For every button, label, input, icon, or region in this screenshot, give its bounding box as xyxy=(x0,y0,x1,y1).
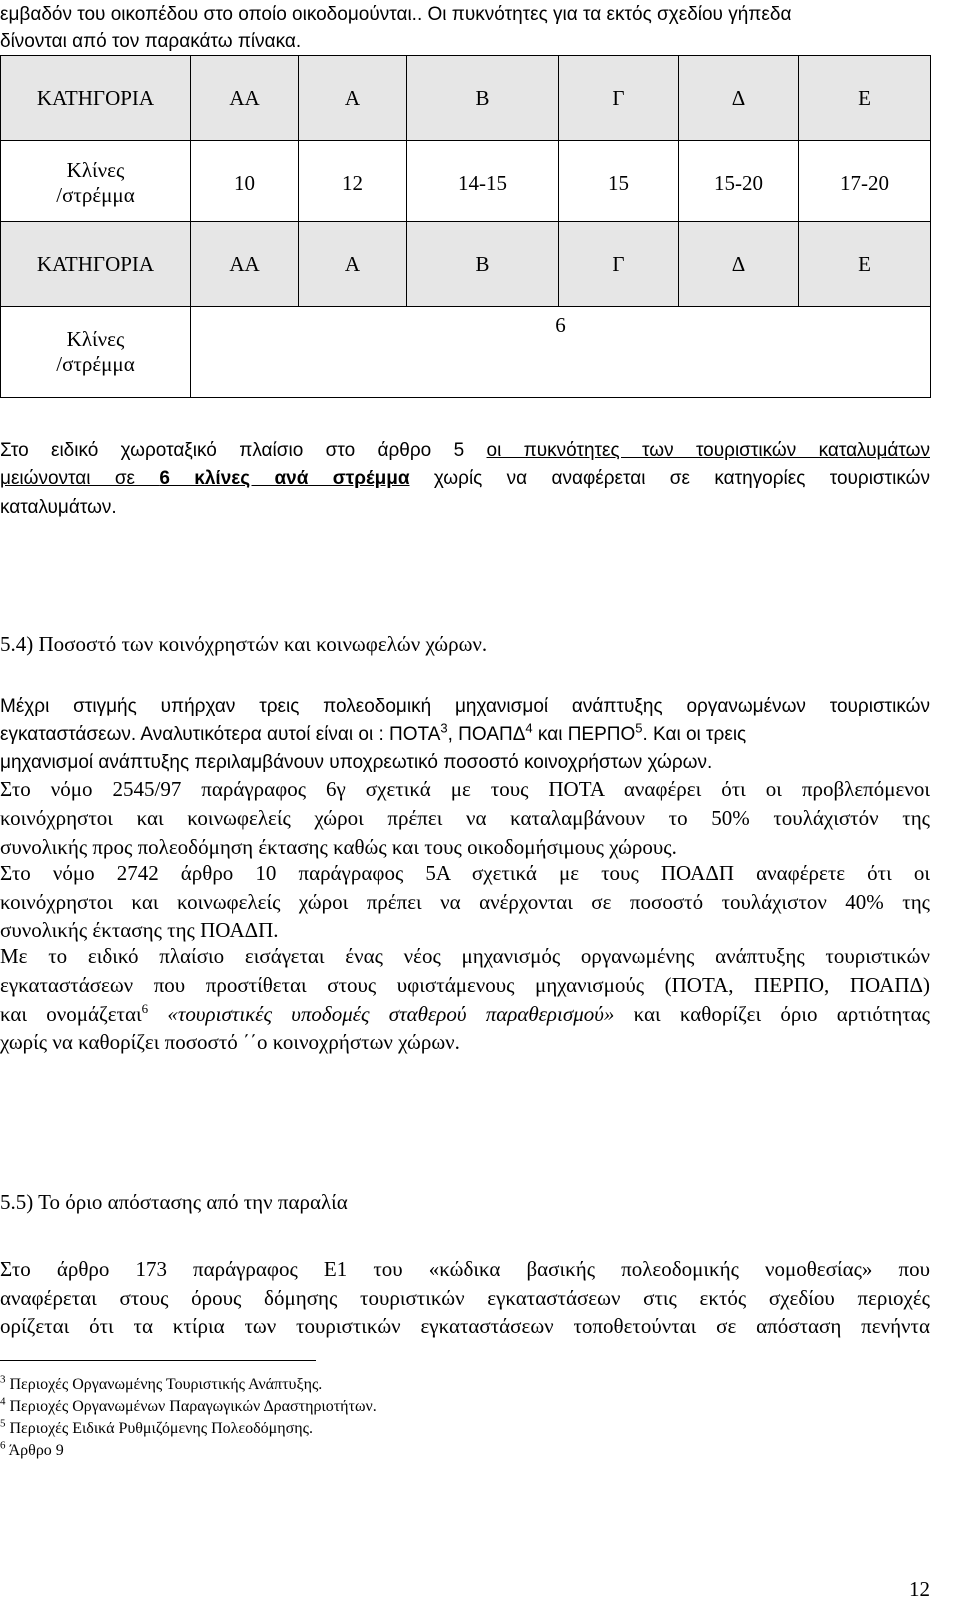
paragraph-text: και ΠΕΡΠΟ xyxy=(532,724,636,745)
footnote xyxy=(0,1439,64,1460)
intro-line-2: δίνονται από τον παρακάτω πίνακα. xyxy=(0,31,302,52)
paragraph-line: Στο νόμο 2742 άρθρο 10 παράγραφος 5Α σχετικά με τους ΠΟΑΔΠ αναφέρετε ότι οι xyxy=(0,861,930,885)
paragraph-line: Με το ειδικό πλαίσιο εισάγεται ένας νέος μηχανισμός οργανωμένης ανάπτυξης τουριστικών xyxy=(0,944,930,968)
header-cell: ΑΑ xyxy=(191,222,299,307)
paragraph-line: κοινόχρηστοι και κοινωφελείς χώροι πρέπει να ανέρχονται σε ποσοστό τουλάχιστον 40% της xyxy=(0,890,930,914)
footnote-text: Περιοχές Οργανωμένης Τουριστικής Ανάπτυξης. xyxy=(5,1376,323,1393)
table-header-row xyxy=(1,56,931,141)
value-cell: 17-20 xyxy=(799,141,931,226)
merged-value-cell: 6 xyxy=(191,307,931,398)
footnote-text: Περιοχές Οργανωμένων Παραγωγικών Δραστηριοτήτων. xyxy=(5,1398,377,1415)
header-cell: Δ xyxy=(679,222,799,307)
header-cell: Ε xyxy=(799,222,931,307)
paragraph-text: και ονομάζεται xyxy=(0,1002,142,1026)
footnote xyxy=(0,1395,377,1416)
footnote-ref: 3 xyxy=(440,720,448,736)
special-line-3: καταλυμάτων. xyxy=(0,497,117,518)
header-cell: ΚΑΤΗΓΟΡΙΑ xyxy=(1,56,191,141)
footnote-ref: 6 xyxy=(141,1001,149,1016)
row-label xyxy=(1,141,191,226)
paragraph-line: συνολικής προς πολεοδόμηση έκτασης καθώς και τους οικοδομήσιμους χώρους. xyxy=(0,835,677,859)
footnote-number: 4 xyxy=(0,1395,6,1408)
paragraph-line: αναφέρεται στους όρους δόμησης τουριστικών εγκαταστάσεων στις εκτός σχεδίου περιοχές xyxy=(0,1286,930,1310)
paragraph-text: εγκαταστάσεων. Αναλυτικότερα αυτοί είναι οι : ΠΟΤΑ xyxy=(0,724,441,745)
footnote-number: 5 xyxy=(0,1417,6,1430)
footnote-number: 6 xyxy=(0,1439,6,1452)
density-table-categories xyxy=(0,55,931,226)
value-cell: 15-20 xyxy=(679,141,799,226)
footnote-number: 3 xyxy=(0,1373,6,1386)
header-cell: Γ xyxy=(559,222,679,307)
paragraph-text: , ΠΟΑΠΔ xyxy=(447,724,526,745)
section-heading-5-5: 5.5) Το όριο απόστασης από την παραλία xyxy=(0,1190,348,1214)
header-cell: Β xyxy=(407,56,559,141)
special-text: χωρίς να αναφέρεται σε κατηγορίες τουριστικών xyxy=(409,468,930,489)
header-cell: ΚΑΤΗΓΟΡΙΑ xyxy=(1,222,191,307)
special-text: Στο ειδικό χωροταξικό πλαίσιο στο άρθρο 5 xyxy=(0,440,487,461)
table-row xyxy=(1,307,931,398)
row-label-line-1: Κλίνες xyxy=(66,158,125,182)
special-line-2 xyxy=(0,468,930,490)
header-cell: ΑΑ xyxy=(191,56,299,141)
special-line-1 xyxy=(0,440,930,462)
value-cell: 14-15 xyxy=(407,141,559,226)
paragraph-line: κοινόχρηστοι και κοινωφελείς χώροι πρέπει να καταλαμβάνουν το 50% τουλάχιστόν της xyxy=(0,806,930,830)
value-cell: 10 xyxy=(191,141,299,226)
header-cell: Α xyxy=(299,222,407,307)
header-cell: Γ xyxy=(559,56,679,141)
table-row xyxy=(1,141,931,226)
header-cell: Α xyxy=(299,56,407,141)
paragraph-line: Μέχρι στιγμής υπήρχαν τρεις πολεοδομική μηχανισμοί ανάπτυξης οργανωμένων τουριστικών xyxy=(0,696,930,717)
footnote xyxy=(0,1417,313,1438)
paragraph-line: μηχανισμοί ανάπτυξης περιλαμβάνουν υποχρεωτικό ποσοστό κοινοχρήστων χώρων. xyxy=(0,752,713,773)
paragraph-text: και καθορίζει όριο αρτιότητας xyxy=(614,1002,930,1026)
value-cell: 12 xyxy=(299,141,407,226)
paragraph-line: Στο άρθρο 173 παράγραφος Ε1 του «κώδικα βασικής πολεοδομικής νομοθεσίας» που xyxy=(0,1257,930,1281)
paragraph-line: συνολικής έκτασης της ΠΟΑΔΠ. xyxy=(0,918,279,942)
special-underlined-text: οι πυκνότητες των τουριστικών καταλυμάτων xyxy=(486,440,930,461)
page-number: 12 xyxy=(909,1577,930,1601)
header-cell: Δ xyxy=(679,56,799,141)
row-label-line-1: Κλίνες xyxy=(66,327,125,351)
row-label xyxy=(1,307,191,398)
header-cell: Ε xyxy=(799,56,931,141)
paragraph-line: ορίζεται ότι τα κτίρια των τουριστικών εγκαταστάσεων τοποθετούνται σε απόσταση πενήντα xyxy=(0,1314,930,1338)
row-label-line-2: /στρέμμα xyxy=(56,352,135,376)
footnote-separator xyxy=(0,1360,316,1361)
footnote-text: Άρθρο 9 xyxy=(5,1442,64,1459)
paragraph-line xyxy=(0,1002,930,1027)
special-bold-text: 6 κλίνες ανά στρέμμα xyxy=(159,468,410,489)
paragraph-text: . Και οι τρεις xyxy=(642,724,747,745)
paragraph-line: Στο νόμο 2545/97 παράγραφος 6γ σχετικά με τους ΠΟΤΑ αναφέρει ότι οι προβλεπόμενοι xyxy=(0,777,930,801)
paragraph-line: χωρίς να καθορίζει ποσοστό ΄΄ο κοινοχρήστων χώρων. xyxy=(0,1030,460,1054)
density-table-special xyxy=(0,221,931,398)
footnote-ref: 5 xyxy=(635,720,643,736)
italic-quote: «τουριστικές υποδομές σταθερού παραθερισμού» xyxy=(148,1002,615,1026)
paragraph-line: εγκαταστάσεων που προστίθεται στους υφιστάμενους μηχανισμούς (ΠΟΤΑ, ΠΕΡΠΟ, ΠΟΑΠΔ) xyxy=(0,973,930,997)
header-cell: Β xyxy=(407,222,559,307)
value-cell: 15 xyxy=(559,141,679,226)
paragraph-line xyxy=(0,720,930,746)
section-heading-5-4: 5.4) Ποσοστό των κοινόχρηστών και κοινωφελών χώρων. xyxy=(0,632,488,656)
footnote-text: Περιοχές Ειδικά Ρυθμιζόμενης Πολεοδόμησης. xyxy=(5,1420,313,1437)
special-underlined-text: μειώνονται σε xyxy=(0,468,160,489)
table-header-row xyxy=(1,222,931,307)
footnote xyxy=(0,1373,323,1394)
footnote-ref: 4 xyxy=(525,720,533,736)
row-label-line-2: /στρέμμα xyxy=(56,183,135,207)
intro-line-1: εμβαδόν του οικοπέδου στο οποίο οικοδομούνται.. Οι πυκνότητες για τα εκτός σχεδίου γήπεδα xyxy=(0,4,792,25)
